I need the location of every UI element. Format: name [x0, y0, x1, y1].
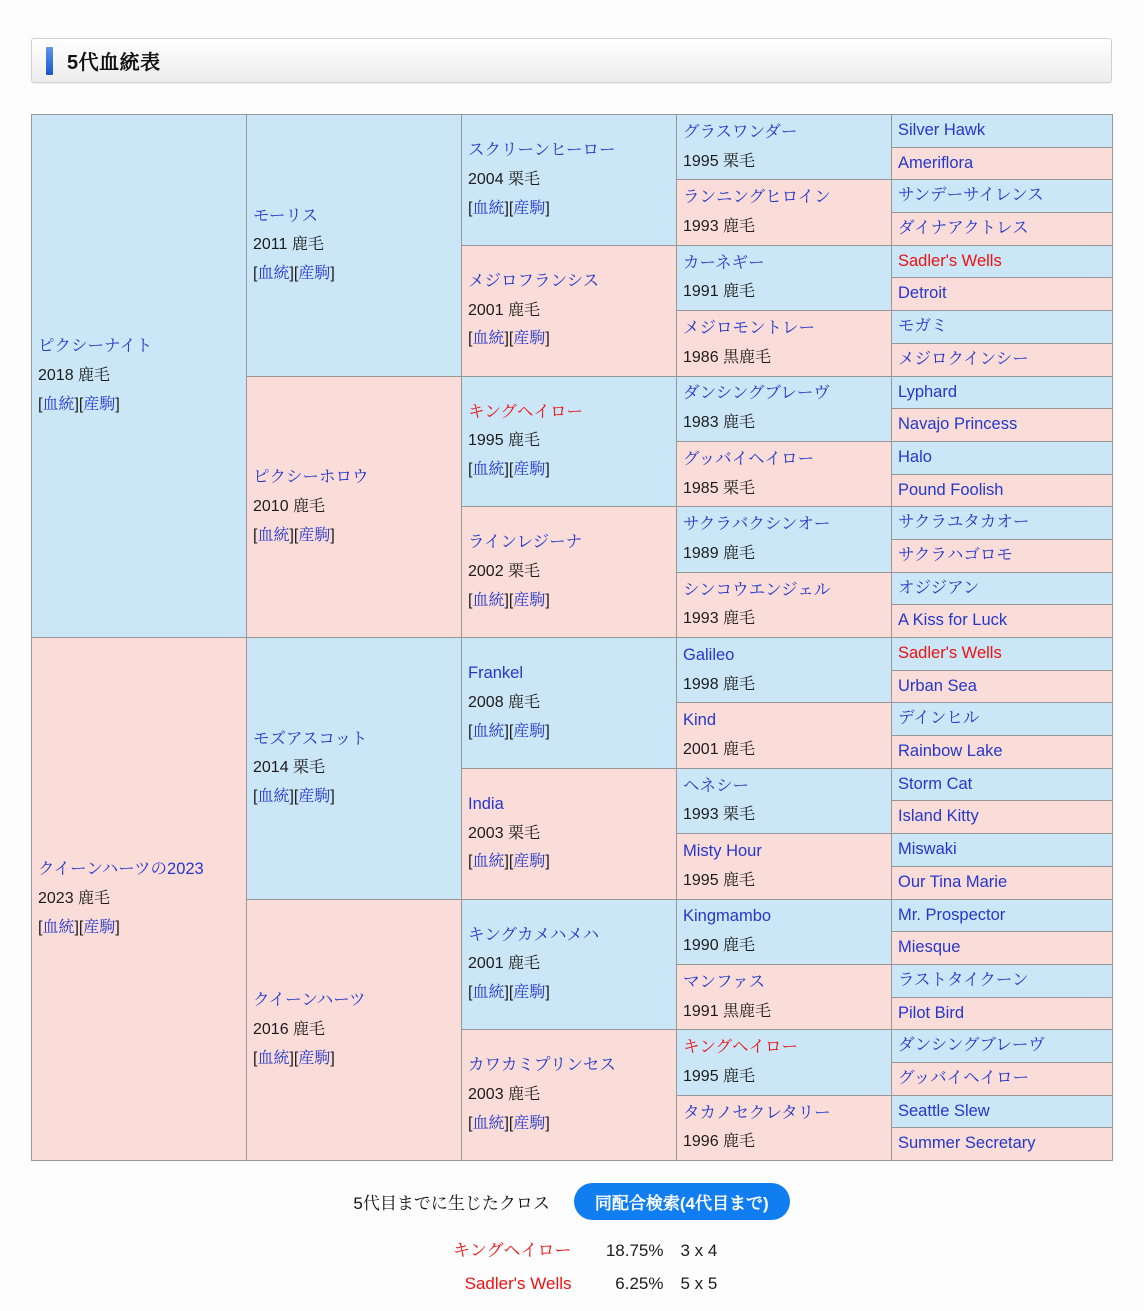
- offspring-link[interactable]: 産駒: [83, 395, 116, 413]
- horse-links: [血統][産駒]: [468, 853, 550, 871]
- horse-year-coat: 1986 黒鹿毛: [683, 348, 772, 366]
- horse-name: [468, 1051, 670, 1081]
- pedigree-cell-gen2-1: [247, 115, 462, 377]
- horse-name-link[interactable]: Kingmambo: [683, 907, 772, 926]
- horse-links: [血統][産駒]: [468, 984, 550, 1002]
- horse-name-link[interactable]: ラストタイクーン: [898, 970, 1029, 989]
- pedigree-cell-gen5-2: [892, 147, 1113, 180]
- cross-list: [31, 1236, 1112, 1294]
- horse-year-coat: 2016 鹿毛: [253, 1020, 326, 1038]
- pedigree-cell-gen4-14: [677, 964, 892, 1029]
- horse-year-coat: 1996 鹿毛: [683, 1133, 756, 1151]
- horse-name: [683, 576, 885, 606]
- pedigree-table: [31, 114, 1113, 1161]
- horse-name-link[interactable]: Island Kitty: [898, 807, 979, 826]
- offspring-link[interactable]: 産駒: [513, 461, 546, 479]
- horse-year-coat: 1993 栗毛: [683, 806, 756, 824]
- pedigree-cell-gen5-1: [892, 115, 1113, 148]
- horse-name: [898, 770, 1106, 800]
- horse-name: [253, 463, 455, 493]
- horse-name: [898, 1064, 1106, 1094]
- page-title: 5代血統表: [67, 52, 161, 74]
- cross-header-row: [31, 1183, 1112, 1220]
- horse-year-coat: 1995 栗毛: [683, 152, 756, 170]
- pedigree-cell-gen5-6: [892, 278, 1113, 311]
- horse-year-coat: 1991 黒鹿毛: [683, 1002, 772, 1020]
- horse-links: [血統][産駒]: [38, 395, 120, 413]
- blood-link[interactable]: 血統: [257, 1049, 290, 1067]
- blood-link[interactable]: 血統: [42, 395, 75, 413]
- horse-name-link[interactable]: キングヘイロー: [683, 1038, 799, 1057]
- pedigree-cell-gen5-17: [892, 638, 1113, 671]
- horse-name: [898, 835, 1106, 865]
- horse-name-link[interactable]: キングカメハメハ: [468, 925, 600, 944]
- horse-year-coat: 1983 鹿毛: [683, 414, 756, 432]
- horse-name: [683, 706, 885, 736]
- horse-name: [38, 855, 240, 885]
- pedigree-cell-gen5-32: [892, 1128, 1113, 1161]
- horse-name-link[interactable]: ピクシーホロウ: [253, 468, 369, 487]
- horse-name: [683, 641, 885, 671]
- horse-name-link[interactable]: シンコウエンジェル: [683, 580, 831, 599]
- horse-name: [898, 443, 1106, 473]
- horse-name: [253, 202, 455, 232]
- horse-name-link[interactable]: タカノセクレタリー: [683, 1103, 831, 1122]
- horse-year-coat: 2023 鹿毛: [38, 890, 111, 908]
- pedigree-cell-gen5-10: [892, 409, 1113, 442]
- horse-name: [898, 901, 1106, 931]
- horse-year-coat: 2018 鹿毛: [38, 367, 111, 385]
- horse-name: [468, 267, 670, 297]
- horse-name: [898, 574, 1106, 604]
- horse-year-coat: 1990 鹿毛: [683, 937, 756, 955]
- pedigree-cell-gen4-1: [677, 115, 892, 180]
- offspring-link[interactable]: 産駒: [513, 722, 546, 740]
- horse-name: [468, 136, 670, 166]
- horse-links: [血統][産駒]: [468, 330, 550, 348]
- horse-name: [683, 249, 885, 279]
- pedigree-cell-gen4-9: [677, 638, 892, 703]
- pedigree-cell-gen4-16: [677, 1095, 892, 1160]
- pedigree-cell-gen4-7: [677, 507, 892, 572]
- pedigree-cell-gen2-2: [247, 376, 462, 638]
- horse-year-coat: 2003 鹿毛: [468, 1086, 541, 1104]
- pedigree-cell-gen5-5: [892, 245, 1113, 278]
- horse-name: [898, 181, 1106, 211]
- horse-name-link[interactable]: サンデーサイレンス: [898, 186, 1044, 205]
- pedigree-cell-gen2-4: [247, 899, 462, 1161]
- horse-name-link[interactable]: Rainbow Lake: [898, 742, 1003, 761]
- horse-year-coat: 2010 鹿毛: [253, 497, 326, 515]
- horse-name-link[interactable]: モズアスコット: [253, 729, 368, 748]
- horse-name: [898, 802, 1106, 832]
- blood-link[interactable]: 血統: [472, 199, 505, 217]
- horse-name-link[interactable]: ダンシングブレーヴ: [898, 1036, 1045, 1055]
- offspring-link[interactable]: 産駒: [513, 853, 546, 871]
- offspring-link[interactable]: 産駒: [298, 788, 331, 806]
- horse-name: [898, 1129, 1106, 1159]
- horse-name: [898, 279, 1106, 309]
- pedigree-cell-gen5-11: [892, 441, 1113, 474]
- pedigree-cell-gen3-2: [462, 245, 677, 376]
- horse-name: [468, 921, 670, 951]
- horse-name-link[interactable]: Sadler's Wells: [898, 251, 1002, 270]
- horse-name-link[interactable]: モガミ: [898, 317, 948, 336]
- blood-link[interactable]: 血統: [472, 591, 505, 609]
- pedigree-cell-gen5-15: [892, 572, 1113, 605]
- offspring-link[interactable]: 産駒: [513, 199, 546, 217]
- horse-name-link[interactable]: カーネギー: [683, 253, 765, 272]
- horse-name: [683, 837, 885, 867]
- offspring-link[interactable]: 産駒: [513, 984, 546, 1002]
- horse-name-link[interactable]: Miesque: [898, 938, 961, 957]
- cross-percentage: 18.75%: [605, 1241, 664, 1260]
- horse-name-link[interactable]: Miswaki: [898, 840, 957, 859]
- horse-year-coat: 1995 鹿毛: [468, 432, 541, 450]
- horse-name-link[interactable]: サクラハゴロモ: [898, 545, 1013, 564]
- pedigree-cell-gen3-3: [462, 376, 677, 507]
- horse-name-link[interactable]: サクラバクシンオー: [683, 515, 831, 534]
- horse-links: [血統][産駒]: [468, 461, 550, 479]
- pedigree-cell-gen3-7: [462, 899, 677, 1030]
- horse-links: [血統][産駒]: [253, 526, 335, 544]
- horse-year-coat: 1995 鹿毛: [683, 1067, 756, 1085]
- pedigree-cell-gen4-2: [677, 180, 892, 245]
- horse-name: [898, 476, 1106, 506]
- horse-year-coat: 1991 鹿毛: [683, 283, 756, 301]
- horse-name: [898, 1031, 1106, 1061]
- cross-percentage: 6.25%: [615, 1274, 664, 1293]
- horse-name-link[interactable]: ダイナアクトレス: [898, 219, 1029, 238]
- horse-name-link[interactable]: ラインレジーナ: [468, 533, 583, 552]
- horse-name: [683, 968, 885, 998]
- horse-name: [898, 737, 1106, 767]
- horse-name-link[interactable]: Our Tina Marie: [898, 872, 1008, 891]
- horse-name-link[interactable]: スクリーンヒーロー: [468, 141, 616, 160]
- horse-name: [683, 118, 885, 148]
- horse-name: [898, 116, 1106, 146]
- cross-generations: 5 x 5: [680, 1274, 718, 1293]
- horse-name: [683, 183, 885, 213]
- horse-name-link[interactable]: Misty Hour: [683, 842, 762, 861]
- pedigree-cell-gen3-8: [462, 1030, 677, 1161]
- pedigree-cell-gen5-23: [892, 834, 1113, 867]
- horse-name: [683, 379, 885, 409]
- horse-name-link[interactable]: Galileo: [683, 645, 735, 664]
- horse-name-link[interactable]: Sadler's Wells: [898, 644, 1002, 662]
- horse-year-coat: 2008 鹿毛: [468, 693, 541, 711]
- same-mating-search-button[interactable]: 同配合検索(4代目まで): [574, 1183, 790, 1220]
- horse-name-link[interactable]: サクラユタカオー: [898, 513, 1030, 532]
- pedigree-cell-gen4-5: [677, 376, 892, 441]
- pedigree-cell-gen4-3: [677, 245, 892, 310]
- offspring-link[interactable]: 産駒: [513, 591, 546, 609]
- horse-name: [898, 149, 1106, 179]
- horse-name: [468, 528, 670, 558]
- horse-year-coat: 1993 鹿毛: [683, 610, 756, 628]
- pedigree-cell-gen3-1: [462, 115, 677, 246]
- pedigree-cell-gen4-11: [677, 768, 892, 833]
- horse-name-link[interactable]: Navajo Princess: [898, 415, 1018, 434]
- pedigree-cell-gen5-14: [892, 539, 1113, 572]
- horse-name-link[interactable]: Summer Secretary: [898, 1134, 1036, 1153]
- pedigree-cell-gen1-1: [32, 115, 247, 638]
- horse-name-link[interactable]: Halo: [898, 447, 932, 466]
- horse-year-coat: 1993 鹿毛: [683, 218, 756, 235]
- horse-name: [38, 332, 240, 362]
- horse-name: [898, 1097, 1106, 1127]
- horse-name: [898, 214, 1106, 244]
- pedigree-cell-gen3-6: [462, 768, 677, 899]
- blood-link[interactable]: 血統: [42, 918, 75, 936]
- blood-link[interactable]: 血統: [472, 853, 505, 871]
- pedigree-cell-gen5-26: [892, 932, 1113, 965]
- cross-row: [31, 1236, 1112, 1261]
- pedigree-cell-gen5-12: [892, 474, 1113, 507]
- horse-year-coat: 2004 栗毛: [468, 170, 541, 188]
- pedigree-cell-gen5-22: [892, 801, 1113, 834]
- horse-links: [血統][産駒]: [468, 722, 550, 740]
- horse-links: [血統][産駒]: [468, 1114, 550, 1132]
- horse-name-link[interactable]: Ameriflora: [898, 153, 974, 172]
- horse-name-link[interactable]: マンファス: [683, 972, 766, 991]
- horse-name-link[interactable]: Detroit: [898, 284, 947, 303]
- horse-name-link[interactable]: ダンシングブレーヴ: [683, 384, 830, 403]
- pedigree-row: [32, 115, 1113, 148]
- pedigree-cell-gen4-12: [677, 834, 892, 899]
- horse-name-link[interactable]: カワカミプリンセス: [468, 1056, 616, 1075]
- horse-name: [898, 933, 1106, 963]
- horse-name-link[interactable]: グッバイヘイロー: [898, 1068, 1030, 1087]
- horse-name: [898, 966, 1106, 996]
- blood-link[interactable]: 血統: [472, 984, 505, 1002]
- pedigree-cell-gen5-13: [892, 507, 1113, 540]
- horse-name: [898, 410, 1106, 440]
- pedigree-cell-gen1-2: [32, 638, 247, 1161]
- horse-year-coat: 1989 鹿毛: [683, 544, 756, 562]
- pedigree-cell-gen5-18: [892, 670, 1113, 703]
- horse-links: [血統][産駒]: [468, 591, 550, 609]
- horse-name: [468, 790, 670, 820]
- horse-name: [683, 445, 885, 475]
- pedigree-cell-gen5-21: [892, 768, 1113, 801]
- horse-name-link[interactable]: Kind: [683, 711, 717, 730]
- horse-year-coat: 2001 鹿毛: [683, 741, 756, 758]
- horse-name-link[interactable]: キングヘイロー: [468, 402, 584, 421]
- horse-name-link[interactable]: デインヒル: [898, 709, 980, 728]
- horse-name-link[interactable]: Pilot Bird: [898, 1003, 965, 1022]
- pedigree-cell-gen4-15: [677, 1030, 892, 1095]
- horse-name: [253, 986, 455, 1016]
- horse-name-link[interactable]: メジロフランシス: [468, 271, 600, 290]
- horse-name-link[interactable]: Storm Cat: [898, 774, 973, 793]
- horse-name: [898, 247, 1106, 277]
- pedigree-cell-gen5-8: [892, 343, 1113, 376]
- blood-link[interactable]: 血統: [472, 461, 505, 479]
- offspring-link[interactable]: 産駒: [298, 265, 331, 283]
- offspring-link[interactable]: 産駒: [513, 1114, 546, 1132]
- horse-year-coat: 2003 栗毛: [468, 824, 541, 842]
- horse-name: [898, 672, 1106, 702]
- horse-name: [898, 312, 1106, 342]
- pedigree-row: [32, 638, 1113, 671]
- pedigree-cell-gen5-28: [892, 997, 1113, 1030]
- pedigree-cell-gen5-24: [892, 866, 1113, 899]
- horse-name-link[interactable]: クイーンハーツ: [253, 991, 366, 1010]
- horse-links: [血統][産駒]: [253, 1049, 335, 1067]
- horse-name: [898, 704, 1106, 734]
- horse-name: [683, 1099, 885, 1129]
- pedigree-cell-gen4-8: [677, 572, 892, 637]
- cross-horse-name: キングヘイロー: [453, 1241, 572, 1260]
- horse-links: [血統][産駒]: [38, 918, 120, 936]
- pedigree-cell-gen3-4: [462, 507, 677, 638]
- horse-name: [683, 510, 885, 540]
- horse-name: [683, 314, 885, 344]
- horse-year-coat: 1995 鹿毛: [683, 871, 756, 889]
- horse-name: [683, 902, 885, 932]
- horse-name: [468, 398, 670, 428]
- horse-name: [898, 999, 1106, 1029]
- horse-year-coat: 1998 鹿毛: [683, 675, 756, 693]
- blood-link[interactable]: 血統: [472, 1114, 505, 1132]
- horse-name-link[interactable]: Urban Sea: [898, 676, 977, 695]
- cross-section-label: 5代目までに生じたクロス: [353, 1194, 550, 1213]
- horse-year-coat: 2014 栗毛: [253, 759, 326, 777]
- pedigree-cell-gen5-7: [892, 311, 1113, 344]
- horse-name: [898, 378, 1106, 408]
- pedigree-cell-gen4-6: [677, 441, 892, 506]
- horse-name-link[interactable]: メジロクインシー: [898, 349, 1029, 368]
- horse-name: [898, 345, 1106, 375]
- horse-name: [898, 508, 1106, 538]
- cross-row: [31, 1274, 1112, 1294]
- pedigree-cell-gen3-5: [462, 638, 677, 769]
- pedigree-cell-gen5-30: [892, 1062, 1113, 1095]
- horse-name-link[interactable]: クイーンハーツの2023: [38, 860, 204, 879]
- horse-year-coat: 2001 鹿毛: [468, 301, 541, 319]
- horse-year-coat: 2001 鹿毛: [468, 955, 541, 973]
- pedigree-cell-gen5-31: [892, 1095, 1113, 1128]
- pedigree-cell-gen4-4: [677, 311, 892, 376]
- horse-name-link[interactable]: India: [468, 794, 504, 813]
- horse-name-link[interactable]: グラスワンダー: [683, 122, 798, 141]
- horse-name-link[interactable]: Lyphard: [898, 382, 958, 401]
- horse-name-link[interactable]: オジジアン: [898, 578, 980, 597]
- horse-year-coat: 2002 栗毛: [468, 563, 541, 581]
- offspring-link[interactable]: 産駒: [298, 1049, 331, 1067]
- horse-name-link[interactable]: ヘネシー: [683, 776, 749, 795]
- blood-link[interactable]: 血統: [257, 788, 290, 806]
- horse-name-link[interactable]: A Kiss for Luck: [898, 611, 1008, 630]
- horse-year-coat: 1985 栗毛: [683, 479, 756, 497]
- horse-links: [血統][産駒]: [253, 788, 335, 806]
- offspring-link[interactable]: 産駒: [83, 918, 116, 936]
- horse-name-link[interactable]: グッバイヘイロー: [683, 449, 815, 468]
- horse-name-link[interactable]: Seattle Slew: [898, 1101, 990, 1120]
- horse-name: [898, 541, 1106, 571]
- horse-name-link[interactable]: Silver Hawk: [898, 121, 986, 139]
- horse-name-link[interactable]: ランニングヒロイン: [683, 188, 831, 207]
- pedigree-cell-gen5-19: [892, 703, 1113, 736]
- pedigree-cell-gen5-27: [892, 964, 1113, 997]
- horse-name: [898, 868, 1106, 898]
- horse-name-link[interactable]: Frankel: [468, 664, 524, 683]
- horse-name: [253, 725, 455, 755]
- accent-bar-icon: [46, 47, 53, 75]
- offspring-link[interactable]: 産駒: [513, 330, 546, 348]
- pedigree-cell-gen5-9: [892, 376, 1113, 409]
- horse-name-link[interactable]: メジロモントレー: [683, 319, 815, 338]
- horse-name-link[interactable]: ピクシーナイト: [38, 337, 153, 356]
- horse-name: [898, 639, 1106, 669]
- horse-name-link[interactable]: モーリス: [253, 206, 319, 225]
- pedigree-cell-gen5-16: [892, 605, 1113, 638]
- horse-name: [468, 659, 670, 689]
- horse-links: [血統][産駒]: [253, 265, 335, 283]
- pedigree-cell-gen2-3: [247, 638, 462, 900]
- pedigree-cell-gen5-3: [892, 180, 1113, 213]
- horse-name: [898, 606, 1106, 636]
- pedigree-section: [31, 38, 1112, 1294]
- pedigree-cell-gen4-13: [677, 899, 892, 964]
- section-header: [31, 38, 1112, 83]
- blood-link[interactable]: 血統: [472, 330, 505, 348]
- horse-links: [血統][産駒]: [468, 199, 550, 217]
- pedigree-cell-gen5-25: [892, 899, 1113, 932]
- horse-name-link[interactable]: Mr. Prospector: [898, 905, 1006, 924]
- cross-horse-name: Sadler's Wells: [464, 1274, 572, 1293]
- pedigree-cell-gen5-20: [892, 736, 1113, 769]
- blood-link[interactable]: 血統: [257, 265, 290, 283]
- horse-name: [683, 1033, 885, 1063]
- pedigree-cell-gen4-10: [677, 703, 892, 768]
- offspring-link[interactable]: 産駒: [298, 526, 331, 544]
- pedigree-cell-gen5-4: [892, 213, 1113, 246]
- horse-name-link[interactable]: Pound Foolish: [898, 480, 1004, 499]
- horse-year-coat: 2011 鹿毛: [253, 236, 324, 254]
- pedigree-cell-gen5-29: [892, 1030, 1113, 1063]
- horse-name: [683, 772, 885, 802]
- blood-link[interactable]: 血統: [257, 526, 290, 544]
- blood-link[interactable]: 血統: [472, 722, 505, 740]
- cross-generations: 3 x 4: [680, 1241, 718, 1260]
